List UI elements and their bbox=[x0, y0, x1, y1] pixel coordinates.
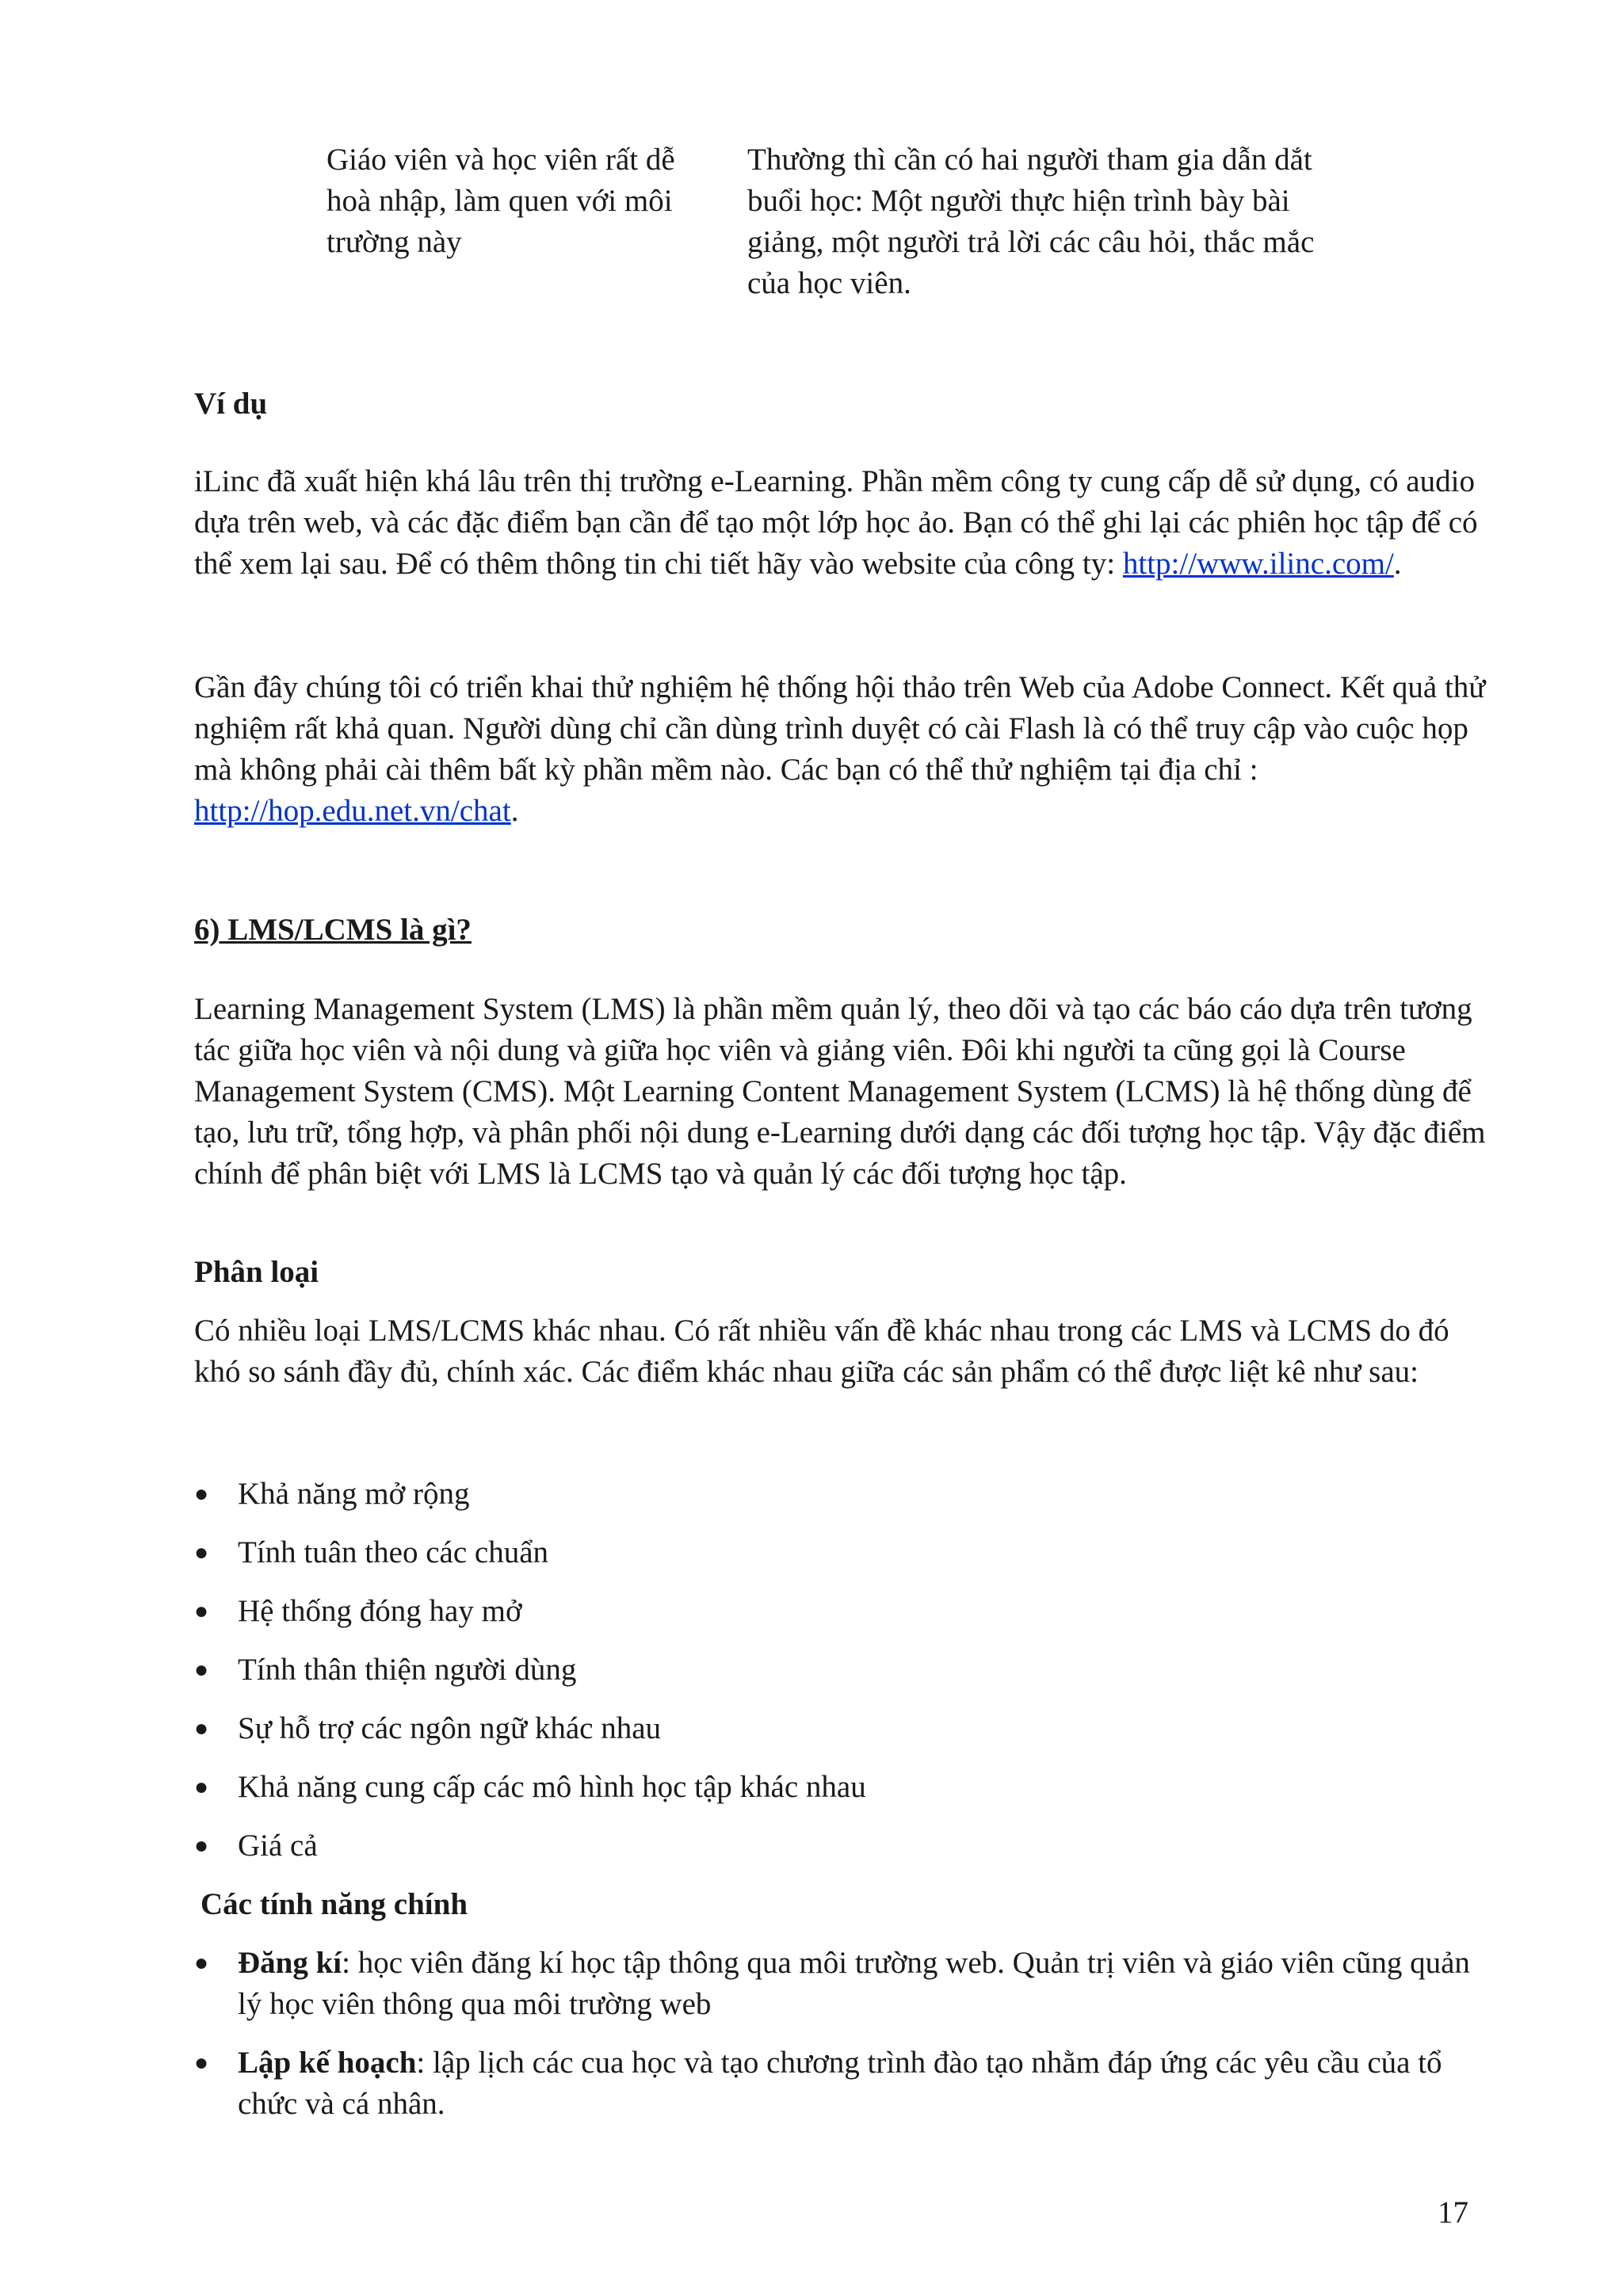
feature-description: : lập lịch các cua học và tạo chương trình đào tạo nhằm đáp ứng các yêu cầu của tổ chức và cá nhân. bbox=[238, 2046, 1442, 2121]
list-item-text: Giá cả bbox=[238, 1829, 318, 1863]
bullet-icon: ● bbox=[194, 1833, 209, 1859]
bullet-icon: ● bbox=[194, 1598, 209, 1624]
bullet-icon: ● bbox=[194, 1539, 209, 1566]
list-item bbox=[194, 1708, 1490, 1749]
bullet-icon: ● bbox=[194, 1657, 209, 1683]
feature-term: Đăng kí bbox=[238, 1946, 342, 1980]
example-paragraph-2-text: Gần đây chúng tôi có triển khai thử nghiệm hệ thống hội thảo trên Web của Adobe Connect. Kết quả thử nghiệm rất khả quan. Người dùng chỉ cần dùng trình duyệt có cài Flash là có thể truy cập vào cuộc họp mà không phải cài thêm bất kỳ phần mềm nào. Các bạn có thể thử nghiệm tại địa chỉ : bbox=[194, 670, 1486, 787]
list-item bbox=[194, 1591, 1490, 1632]
bullet-icon: ● bbox=[194, 2050, 209, 2076]
example-paragraph-2-end: . bbox=[510, 794, 519, 828]
classification-list bbox=[194, 1474, 1490, 1867]
list-item bbox=[194, 2042, 1490, 2125]
list-item-text: Khả năng mở rộng bbox=[238, 1477, 470, 1511]
list-item-text: Tính tuân theo các chuẩn bbox=[238, 1535, 548, 1569]
list-item bbox=[194, 1650, 1490, 1691]
list-item-text: Khả năng cung cấp các mô hình học tập khác nhau bbox=[238, 1770, 866, 1804]
feature-term: Lập kế hoạch bbox=[238, 2046, 417, 2080]
ilinc-link[interactable]: http://www.ilinc.com/ bbox=[1122, 547, 1394, 581]
bullet-icon: ● bbox=[194, 1715, 209, 1741]
classification-heading: Phân loại bbox=[194, 1255, 319, 1289]
list-item-text: Tính thân thiện người dùng bbox=[238, 1653, 577, 1687]
list-item-text: Sự hỗ trợ các ngôn ngữ khác nhau bbox=[238, 1711, 662, 1745]
table-cell-right: Thường thì cần có hai người tham gia dẫn dắt buổi học: Một người thực hiện trình bày bài giảng, một người trả lời các câu hỏi, thắc mắc của học viên. bbox=[747, 143, 1315, 300]
list-item bbox=[194, 1532, 1490, 1573]
list-item bbox=[194, 1767, 1490, 1808]
example-paragraph-1 bbox=[194, 461, 1486, 585]
table-cell-left: Giáo viên và học viên rất dễ hoà nhập, làm quen với môi trường này bbox=[327, 143, 675, 259]
example-paragraph-1-text: iLinc đã xuất hiện khá lâu trên thị trường e-Learning. Phần mềm công ty cung cấp dễ sử dụng, có audio dựa trên web, và các đặc điểm bạn cần để tạo một lớp học ảo. Bạn có thể ghi lại các phiên học tập để có thể xem lại sau. Để có thêm thông tin chi tiết hãy vào website của công ty: bbox=[194, 464, 1478, 581]
features-heading: Các tính năng chính bbox=[200, 1887, 468, 1921]
example-heading: Ví dụ bbox=[194, 387, 268, 421]
section-intro: Learning Management System (LMS) là phần mềm quản lý, theo dõi và tạo các báo cáo dựa trên tương tác giữa học viên và nội dung và giữa học viên và giảng viên. Đôi khi người ta cũng gọi là Course Management System (CMS). Một Learning Content Management System (LCMS) là hệ thống dùng để tạo, lưu trữ, tổng hợp, và phân phối nội dung e-Learning dưới dạng các đối tượng học tập. Vậy đặc điểm chính để phân biệt với LMS là LCMS tạo và quản lý các đối tượng học tập. bbox=[194, 992, 1486, 1191]
bullet-icon: ● bbox=[194, 1481, 209, 1507]
features-list bbox=[194, 1943, 1490, 2125]
bullet-icon: ● bbox=[194, 1774, 209, 1800]
bullet-icon: ● bbox=[194, 1950, 209, 1976]
adobe-connect-link[interactable]: http://hop.edu.net.vn/chat bbox=[194, 794, 511, 828]
list-item bbox=[194, 1825, 1490, 1867]
list-item bbox=[194, 1943, 1490, 2025]
list-item-text: Hệ thống đóng hay mở bbox=[238, 1594, 522, 1628]
section-heading: 6) LMS/LCMS là gì? bbox=[194, 913, 472, 947]
classification-text: Có nhiều loại LMS/LCMS khác nhau. Có rất nhiều vấn đề khác nhau trong các LMS và LCMS do đó khó so sánh đầy đủ, chính xác. Các điểm khác nhau giữa các sản phẩm có thể được liệt kê như sau: bbox=[194, 1314, 1449, 1389]
page-number: 17 bbox=[1438, 2195, 1468, 2229]
feature-description: : học viên đăng kí học tập thông qua môi trường web. Quản trị viên và giáo viên cũng quản lý học viên thông qua môi trường web bbox=[238, 1946, 1470, 2021]
example-paragraph-1-end: . bbox=[1393, 547, 1402, 581]
example-paragraph-2 bbox=[194, 667, 1486, 832]
list-item bbox=[194, 1474, 1490, 1515]
